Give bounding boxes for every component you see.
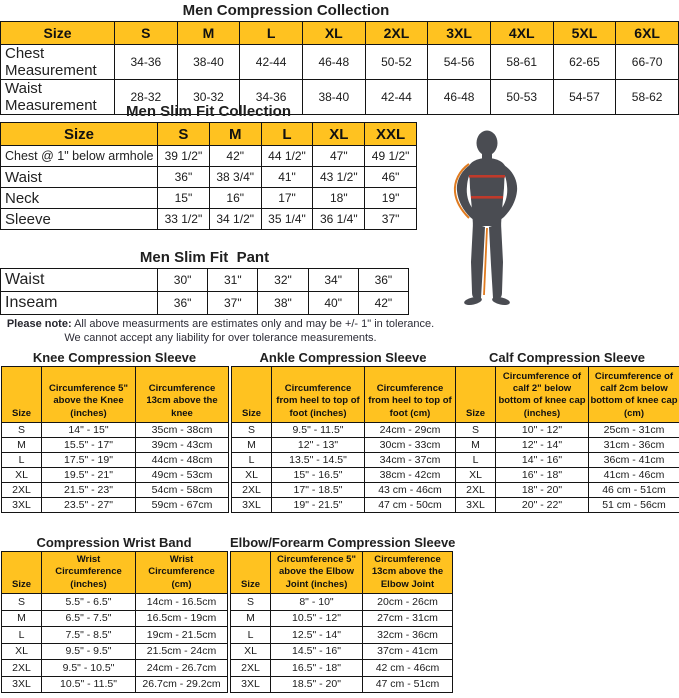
table-row xyxy=(231,594,453,611)
table-cell: 30-32 xyxy=(177,80,240,115)
column-header: Size xyxy=(1,123,158,146)
table-cell: XL xyxy=(456,468,496,483)
table-cell: S xyxy=(231,594,271,611)
table-cell: 34-36 xyxy=(115,45,178,80)
table-cell: S xyxy=(232,423,272,438)
table-row xyxy=(2,594,228,611)
column-header: Size xyxy=(2,552,42,594)
column-header: Circumference of calf 2" below bottom of knee cap (inches) xyxy=(496,367,589,423)
section-knee-sleeve xyxy=(1,350,228,513)
table-row xyxy=(2,453,229,468)
table-cell: Waist xyxy=(1,167,158,188)
table-cell: 27cm - 31cm xyxy=(363,610,453,627)
table-row xyxy=(232,438,456,453)
table-cell: 17" xyxy=(261,188,313,209)
table-cell: 66-70 xyxy=(616,45,679,80)
table-cell: 19" xyxy=(365,188,417,209)
table-cell: L xyxy=(231,627,271,644)
column-header: M xyxy=(177,22,240,45)
column-header: Size xyxy=(231,552,271,594)
table-cell: L xyxy=(232,453,272,468)
column-header: 6XL xyxy=(616,22,679,45)
table-row xyxy=(231,643,453,660)
table-cell: XL xyxy=(232,468,272,483)
table-cell: 54-56 xyxy=(428,45,491,80)
table-cell: 19cm - 21.5cm xyxy=(136,627,228,644)
table-cell: 34cm - 37cm xyxy=(365,453,456,468)
table-cell: 21.5" - 23" xyxy=(42,483,136,498)
wrist-band-table xyxy=(1,551,228,693)
table-cell: 50-53 xyxy=(490,80,553,115)
header-row xyxy=(1,123,417,146)
table-cell: 34-36 xyxy=(240,80,303,115)
table-cell: 15" xyxy=(158,188,210,209)
section-calf-sleeve xyxy=(455,350,679,513)
men-compression-table xyxy=(0,21,679,115)
note-text: All above measurments are estimates only and may be +/- 1" in tolerance. xyxy=(71,318,435,330)
table-cell: 24cm - 26.7cm xyxy=(136,660,228,677)
table-cell: 9.5" - 9.5" xyxy=(42,643,136,660)
table-cell: 47 cm - 50cm xyxy=(365,498,456,513)
table-cell: 2XL xyxy=(2,660,42,677)
table-cell: 39cm - 43cm xyxy=(136,438,229,453)
table-cell: M xyxy=(456,438,496,453)
column-header: Circumference 13cm above the knee xyxy=(136,367,229,423)
table-cell: 36" xyxy=(358,269,408,292)
table-row xyxy=(231,676,453,693)
table-row xyxy=(2,610,228,627)
header-row xyxy=(2,552,228,594)
table-cell: 14cm - 16.5cm xyxy=(136,594,228,611)
table-cell: S xyxy=(456,423,496,438)
table-cell: 13.5" - 14.5" xyxy=(272,453,365,468)
table-cell: 50-52 xyxy=(365,45,428,80)
table-row xyxy=(2,627,228,644)
table-cell: 3XL xyxy=(456,498,496,513)
table-cell: 36" xyxy=(158,167,210,188)
table-cell: Waist xyxy=(1,269,158,292)
table-cell: L xyxy=(456,453,496,468)
column-header: Circumference from heel to top of foot (inches) xyxy=(272,367,365,423)
table-cell: 16" xyxy=(209,188,261,209)
table-row xyxy=(2,498,229,513)
table-row xyxy=(2,643,228,660)
table-cell: 7.5" - 8.5" xyxy=(42,627,136,644)
table-cell: 9.5" - 10.5" xyxy=(42,660,136,677)
table-cell: 37" xyxy=(365,209,417,230)
table-cell: 18" - 20" xyxy=(496,483,589,498)
table-row xyxy=(456,423,679,438)
table-cell: Chest Measurement xyxy=(1,45,115,80)
table-row xyxy=(232,453,456,468)
table-title-elbow: Elbow/Forearm Compression Sleeve xyxy=(230,535,456,550)
table-row xyxy=(2,438,229,453)
table-cell: 36" xyxy=(158,292,208,315)
table-row xyxy=(2,468,229,483)
table-cell: 20cm - 26cm xyxy=(363,594,453,611)
table-title-wrist: Compression Wrist Band xyxy=(36,535,192,550)
table-cell: 33 1/2" xyxy=(158,209,210,230)
table-cell: 3XL xyxy=(2,498,42,513)
column-header: Circumference 5" above the Elbow Joint (inches) xyxy=(271,552,363,594)
table-row xyxy=(456,468,679,483)
table-cell: 59cm - 67cm xyxy=(136,498,229,513)
section-men-compression xyxy=(0,2,679,115)
table-row xyxy=(1,209,417,230)
table-cell: 10.5" - 11.5" xyxy=(42,676,136,693)
elbow-sleeve-table xyxy=(230,551,453,693)
table-cell: 17.5" - 19" xyxy=(42,453,136,468)
table-cell: 41cm - 46cm xyxy=(589,468,679,483)
table-cell: 58-61 xyxy=(490,45,553,80)
table-cell: M xyxy=(231,610,271,627)
table-cell: 18" xyxy=(313,188,365,209)
table-row xyxy=(231,610,453,627)
table-cell: 62-65 xyxy=(553,45,616,80)
table-cell: 38cm - 42cm xyxy=(365,468,456,483)
table-cell: 15" - 16.5" xyxy=(272,468,365,483)
table-cell: 16.5" - 18" xyxy=(271,660,363,677)
table-cell: XL xyxy=(2,468,42,483)
table-cell: 14" - 15" xyxy=(42,423,136,438)
ankle-sleeve-table xyxy=(231,366,456,513)
table-cell: 12" - 13" xyxy=(272,438,365,453)
table-row xyxy=(1,269,409,292)
table-cell: 46 cm - 51cm xyxy=(589,483,679,498)
men-slim-fit-pant-table xyxy=(0,268,409,315)
table-cell: 39 1/2" xyxy=(158,146,210,167)
column-header: Size xyxy=(2,367,42,423)
table-cell: 12.5" - 14" xyxy=(271,627,363,644)
table-row xyxy=(2,483,229,498)
column-header: 3XL xyxy=(428,22,491,45)
table-row xyxy=(2,676,228,693)
column-header: Circumference from heel to top of foot (cm) xyxy=(365,367,456,423)
column-header: S xyxy=(158,123,210,146)
table-cell: 36cm - 41cm xyxy=(589,453,679,468)
section-wrist-band xyxy=(1,535,227,693)
table-cell: 43 1/2" xyxy=(313,167,365,188)
table-cell: 12" - 14" xyxy=(496,438,589,453)
table-cell: 32" xyxy=(258,269,308,292)
table-cell: Neck xyxy=(1,188,158,209)
table-cell: 15.5" - 17" xyxy=(42,438,136,453)
table-cell: 8" - 10" xyxy=(271,594,363,611)
table-cell: 37cm - 41cm xyxy=(363,643,453,660)
table-cell: 42" xyxy=(209,146,261,167)
note-line-2: We cannot accept any liability for over tolerance measurements. xyxy=(64,331,377,344)
knee-sleeve-table xyxy=(1,366,229,513)
column-header: Circumference 13cm above the Elbow Joint xyxy=(363,552,453,594)
column-header: Size xyxy=(1,22,115,45)
table-row xyxy=(232,468,456,483)
table-title-men-slim-fit-pant: Men Slim Fit Pant xyxy=(139,249,270,266)
table-cell: 17" - 18.5" xyxy=(272,483,365,498)
note-bold: Please note: xyxy=(6,318,72,330)
table-cell: 30" xyxy=(158,269,208,292)
table-row xyxy=(1,167,417,188)
header-row xyxy=(1,22,679,45)
table-cell: 58-62 xyxy=(616,80,679,115)
column-header: 4XL xyxy=(490,22,553,45)
column-header: Size xyxy=(232,367,272,423)
table-cell: 31" xyxy=(208,269,258,292)
table-cell: 14" - 16" xyxy=(496,453,589,468)
column-header: L xyxy=(240,22,303,45)
table-row xyxy=(2,660,228,677)
table-cell: 3XL xyxy=(2,676,42,693)
section-elbow-sleeve xyxy=(230,535,456,693)
table-cell: Chest @ 1" below armhole xyxy=(1,146,158,167)
table-cell: 2XL xyxy=(2,483,42,498)
male-silhouette-icon xyxy=(442,130,542,315)
table-cell: 46-48 xyxy=(428,80,491,115)
note-line-1 xyxy=(0,318,441,332)
table-cell: 26.7cm - 29.2cm xyxy=(136,676,228,693)
table-row xyxy=(231,660,453,677)
table-cell: 31cm - 36cm xyxy=(589,438,679,453)
table-cell: M xyxy=(2,610,42,627)
table-cell: 40" xyxy=(308,292,358,315)
table-cell: 16" - 18" xyxy=(496,468,589,483)
table-cell: 49cm - 53cm xyxy=(136,468,229,483)
table-cell: 18.5" - 20" xyxy=(271,676,363,693)
table-row xyxy=(1,45,679,80)
column-header: XXL xyxy=(365,123,417,146)
table-cell: 9.5" - 11.5" xyxy=(272,423,365,438)
table-cell: 46" xyxy=(365,167,417,188)
table-row xyxy=(1,292,409,315)
table-cell: 42 cm - 46cm xyxy=(363,660,453,677)
column-header: XL xyxy=(313,123,365,146)
table-cell: 37" xyxy=(208,292,258,315)
table-row xyxy=(456,438,679,453)
table-cell: 2XL xyxy=(456,483,496,498)
table-cell: 2XL xyxy=(232,483,272,498)
table-cell: XL xyxy=(2,643,42,660)
column-header: Circumference of calf 2cm below bottom of knee cap (cm) xyxy=(589,367,679,423)
table-cell: 43 cm - 46cm xyxy=(365,483,456,498)
table-cell: 34" xyxy=(308,269,358,292)
column-header: L xyxy=(261,123,313,146)
table-cell: 38" xyxy=(258,292,308,315)
table-cell: Inseam xyxy=(1,292,158,315)
table-cell: 6.5" - 7.5" xyxy=(42,610,136,627)
column-header: Wrist Circumference (cm) xyxy=(136,552,228,594)
section-ankle-sleeve xyxy=(231,350,455,513)
table-title-men-slim-fit: Men Slim Fit Collection xyxy=(125,103,291,120)
table-row xyxy=(2,423,229,438)
table-cell: L xyxy=(2,453,42,468)
table-cell: XL xyxy=(231,643,271,660)
table-cell: 10" - 12" xyxy=(496,423,589,438)
table-cell: 42" xyxy=(358,292,408,315)
table-cell: 42-44 xyxy=(365,80,428,115)
table-cell: Sleeve xyxy=(1,209,158,230)
table-title-ankle: Ankle Compression Sleeve xyxy=(259,350,427,365)
table-cell: 10.5" - 12" xyxy=(271,610,363,627)
inseam-measure-line xyxy=(484,228,487,295)
table-cell: 28-32 xyxy=(115,80,178,115)
header-row xyxy=(231,552,453,594)
table-cell: 30cm - 33cm xyxy=(365,438,456,453)
section-men-slim-fit-pant xyxy=(0,249,409,315)
table-cell: 38 3/4" xyxy=(209,167,261,188)
table-row xyxy=(1,188,417,209)
column-header: Circumference 5" above the Knee (inches) xyxy=(42,367,136,423)
header-row xyxy=(456,367,679,423)
table-cell: 46-48 xyxy=(302,45,365,80)
table-cell: 41" xyxy=(261,167,313,188)
male-silhouette-figure xyxy=(442,130,542,315)
table-cell: 54cm - 58cm xyxy=(136,483,229,498)
table-cell: 3XL xyxy=(232,498,272,513)
table-cell: L xyxy=(2,627,42,644)
table-cell: 36 1/4" xyxy=(313,209,365,230)
table-cell: 44cm - 48cm xyxy=(136,453,229,468)
header-row xyxy=(2,367,229,423)
table-cell: S xyxy=(2,423,42,438)
table-cell: 47 cm - 51cm xyxy=(363,676,453,693)
table-cell: 35cm - 38cm xyxy=(136,423,229,438)
table-row xyxy=(456,453,679,468)
table-cell: 34 1/2" xyxy=(209,209,261,230)
table-title-men-compression: Men Compression Collection xyxy=(182,2,390,19)
table-cell: 51 cm - 56cm xyxy=(589,498,679,513)
section-men-slim-fit xyxy=(0,103,417,230)
table-cell: M xyxy=(232,438,272,453)
table-cell: 38-40 xyxy=(177,45,240,80)
table-cell: Waist Measurement xyxy=(1,80,115,115)
table-cell: 25cm - 31cm xyxy=(589,423,679,438)
column-header: M xyxy=(209,123,261,146)
table-cell: 32cm - 36cm xyxy=(363,627,453,644)
table-row xyxy=(232,423,456,438)
table-cell: 5.5" - 6.5" xyxy=(42,594,136,611)
table-cell: 54-57 xyxy=(553,80,616,115)
table-row xyxy=(232,483,456,498)
calf-sleeve-table xyxy=(455,366,679,513)
column-header: S xyxy=(115,22,178,45)
table-cell: 19.5" - 21" xyxy=(42,468,136,483)
table-row xyxy=(456,483,679,498)
table-cell: 3XL xyxy=(231,676,271,693)
table-row xyxy=(456,498,679,513)
table-row xyxy=(232,498,456,513)
table-row xyxy=(1,146,417,167)
table-title-calf: Calf Compression Sleeve xyxy=(488,350,646,365)
table-cell: 44 1/2" xyxy=(261,146,313,167)
men-slim-fit-table xyxy=(0,122,417,230)
table-cell: 2XL xyxy=(231,660,271,677)
table-cell: 35 1/4" xyxy=(261,209,313,230)
table-cell: 24cm - 29cm xyxy=(365,423,456,438)
column-header: 2XL xyxy=(365,22,428,45)
table-cell: 14.5" - 16" xyxy=(271,643,363,660)
table-cell: 19" - 21.5" xyxy=(272,498,365,513)
table-cell: 49 1/2" xyxy=(365,146,417,167)
chest-measure-line xyxy=(469,175,505,178)
table-cell: 23.5" - 27" xyxy=(42,498,136,513)
table-cell: S xyxy=(2,594,42,611)
table-cell: M xyxy=(2,438,42,453)
table-cell: 42-44 xyxy=(240,45,303,80)
column-header: Size xyxy=(456,367,496,423)
table-cell: 16.5cm - 19cm xyxy=(136,610,228,627)
waist-measure-line xyxy=(471,196,503,199)
table-cell: 21.5cm - 24cm xyxy=(136,643,228,660)
column-header: XL xyxy=(302,22,365,45)
header-row xyxy=(232,367,456,423)
table-cell: 20" - 22" xyxy=(496,498,589,513)
table-row xyxy=(231,627,453,644)
tolerance-note xyxy=(0,318,441,346)
table-title-knee: Knee Compression Sleeve xyxy=(32,350,197,365)
column-header: Wrist Circumference (inches) xyxy=(42,552,136,594)
table-cell: 38-40 xyxy=(302,80,365,115)
column-header: 5XL xyxy=(553,22,616,45)
table-cell: 47" xyxy=(313,146,365,167)
